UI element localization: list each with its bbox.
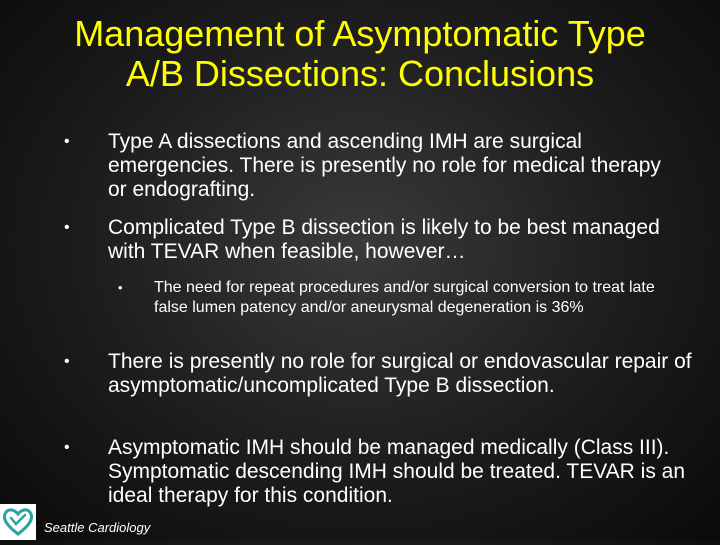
bullet-2-text: Complicated Type B dissection is likely to be best managed with TEVAR when feasible, however… [108, 216, 660, 263]
sub-bullet-1 [118, 278, 684, 318]
bullet-dot-icon: • [64, 219, 70, 236]
title-line-2: A/B Dissections: Conclusions [125, 53, 595, 94]
logo [0, 504, 36, 540]
bullet-1-text: Type A dissections and ascending IMH are surgical emergencies. There is presently no role for medical therapy or endografting. [108, 130, 661, 201]
bullet-dot-icon: • [64, 439, 70, 456]
footer-brand: Seattle Cardiology [44, 520, 151, 535]
title-line-1: Management of Asymptomatic Type [74, 13, 646, 54]
bullet-3 [64, 350, 693, 398]
heart-logo-icon [0, 504, 36, 540]
bullet-4 [64, 436, 693, 508]
bullet-1 [64, 130, 678, 202]
bullet-2 [64, 216, 668, 264]
bullet-dot-icon: • [64, 353, 70, 370]
bullet-dot-icon: • [118, 280, 123, 295]
bullet-3-text: There is presently no role for surgical or endovascular repair of asymptomatic/uncomplicated Type B dissection. [108, 350, 692, 397]
bullet-dot-icon: • [64, 133, 70, 150]
sub-bullet-1-text: The need for repeat procedures and/or surgical conversion to treat late false lumen patency and/or aneurysmal degeneration is 36% [154, 279, 655, 316]
bullet-4-text: Asymptomatic IMH should be managed medically (Class III). Symptomatic descending IMH should be treated. TEVAR is an ideal therapy for this condition. [108, 436, 686, 507]
